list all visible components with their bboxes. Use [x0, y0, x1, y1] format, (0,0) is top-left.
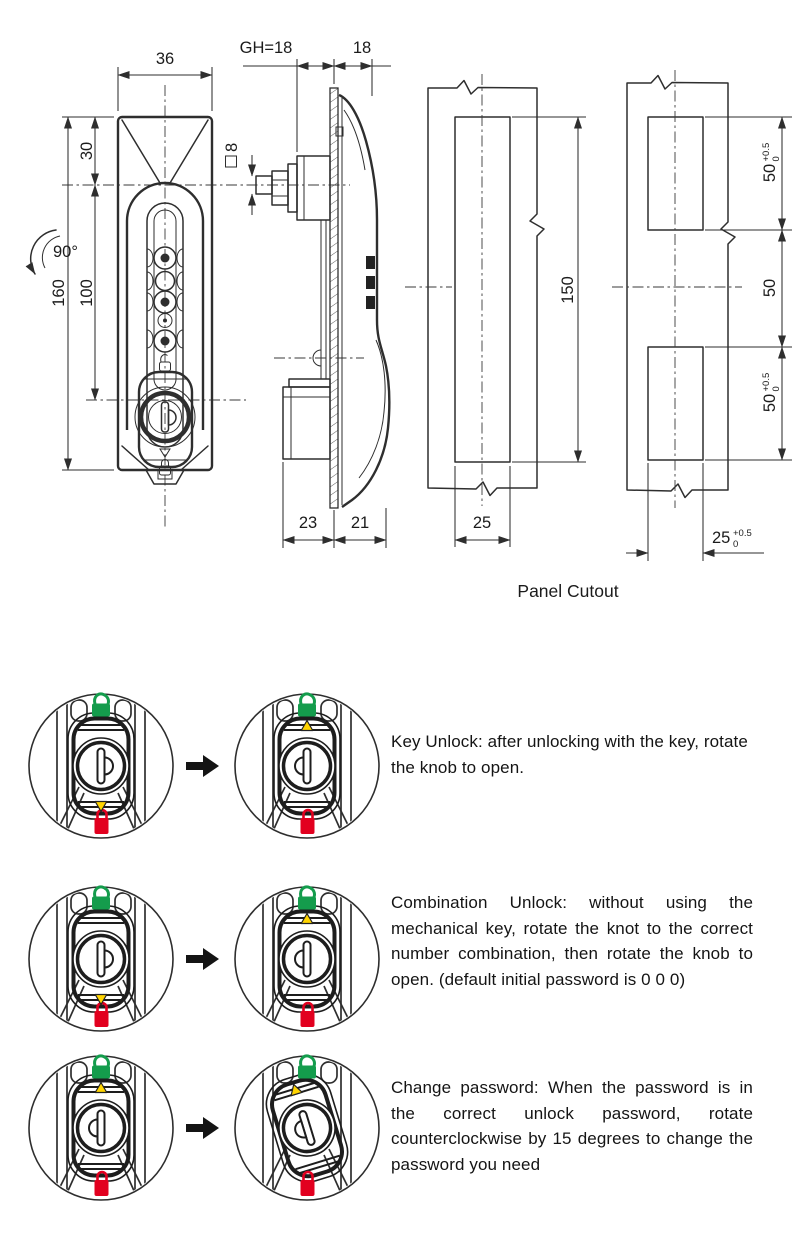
- lock-closeup-before-locked: [26, 884, 176, 1034]
- svg-text:0: 0: [771, 156, 782, 162]
- dim-gap: [761, 279, 779, 297]
- instruction-text-key-unlock: Key Unlock: after unlocking with the key, rotate the knob to open.: [391, 732, 748, 777]
- lock-closeup-after-rotated: [232, 1053, 382, 1203]
- dim-slot2: [761, 373, 782, 412]
- svg-text:0: 0: [771, 386, 782, 392]
- arrow-right-icon: [186, 946, 220, 972]
- arrow-right-icon: [186, 1115, 220, 1141]
- svg-text:50: 50: [761, 278, 779, 298]
- caption-panel-cutout: Panel Cutout: [517, 581, 619, 601]
- dim-front-span: 100: [78, 279, 96, 307]
- dim-cutout-height: 150: [559, 276, 577, 304]
- cutout-opening: [455, 117, 510, 462]
- square-symbol-icon: [226, 156, 237, 167]
- dim-grip-height: GH=18: [239, 39, 293, 57]
- dim-cutout2-width: [712, 528, 752, 550]
- dim-slot1: [761, 143, 782, 182]
- dim-front-top-offset: 30: [78, 141, 96, 161]
- instruction-row-combination-unlock: [0, 884, 800, 1036]
- svg-text:0: 0: [733, 539, 739, 550]
- dim-front-depth: 21: [350, 514, 370, 532]
- cutout-opening-top: [648, 117, 703, 230]
- svg-text:+0.5: +0.5: [733, 528, 752, 539]
- mounting-panel: [330, 88, 338, 508]
- dim-spindle: [223, 143, 241, 167]
- instruction-text-combination-unlock: Combination Unlock: without using the mechanical key, rotate the knot to the correct number combination, then rotate the knob to open. (default initial password is 0 0 0): [391, 893, 753, 989]
- dim-spindle-size: 8: [223, 142, 241, 152]
- dim-cutout-width: 25: [472, 514, 492, 532]
- lock-closeup-after-unlocked: [232, 691, 382, 841]
- dim-front-height: 160: [50, 279, 68, 307]
- svg-text:+0.5: +0.5: [761, 372, 772, 392]
- arrow-right-icon: [186, 753, 220, 779]
- instruction-row-key-unlock: [0, 691, 800, 843]
- dim-front-width: 36: [155, 50, 175, 68]
- panel-cutout-right-view: [612, 70, 792, 561]
- lock-closeup-before-locked: [26, 691, 176, 841]
- side-view: [223, 39, 391, 548]
- instruction-text-change-password: Change password: When the password is in the correct unlock password, rotate counterclockwise by 15 degrees to change the password you need: [391, 1078, 753, 1174]
- instruction-row-change-password: [0, 1053, 800, 1205]
- svg-text:+0.5: +0.5: [761, 142, 772, 162]
- dim-rotation: 90°: [53, 243, 78, 261]
- lock-closeup-after-unlocked: [232, 884, 382, 1034]
- cutout-opening-bottom: [648, 347, 703, 460]
- lock-closeup-before-unlocked: [26, 1053, 176, 1203]
- panel-cutout-left-view: [405, 74, 586, 547]
- dim-behind-depth: 23: [298, 514, 318, 532]
- dim-front-protrusion: 18: [352, 39, 372, 57]
- front-view: [31, 50, 350, 527]
- svg-text:50: 50: [761, 393, 779, 413]
- svg-text:50: 50: [761, 163, 779, 183]
- svg-text:25: 25: [712, 529, 731, 547]
